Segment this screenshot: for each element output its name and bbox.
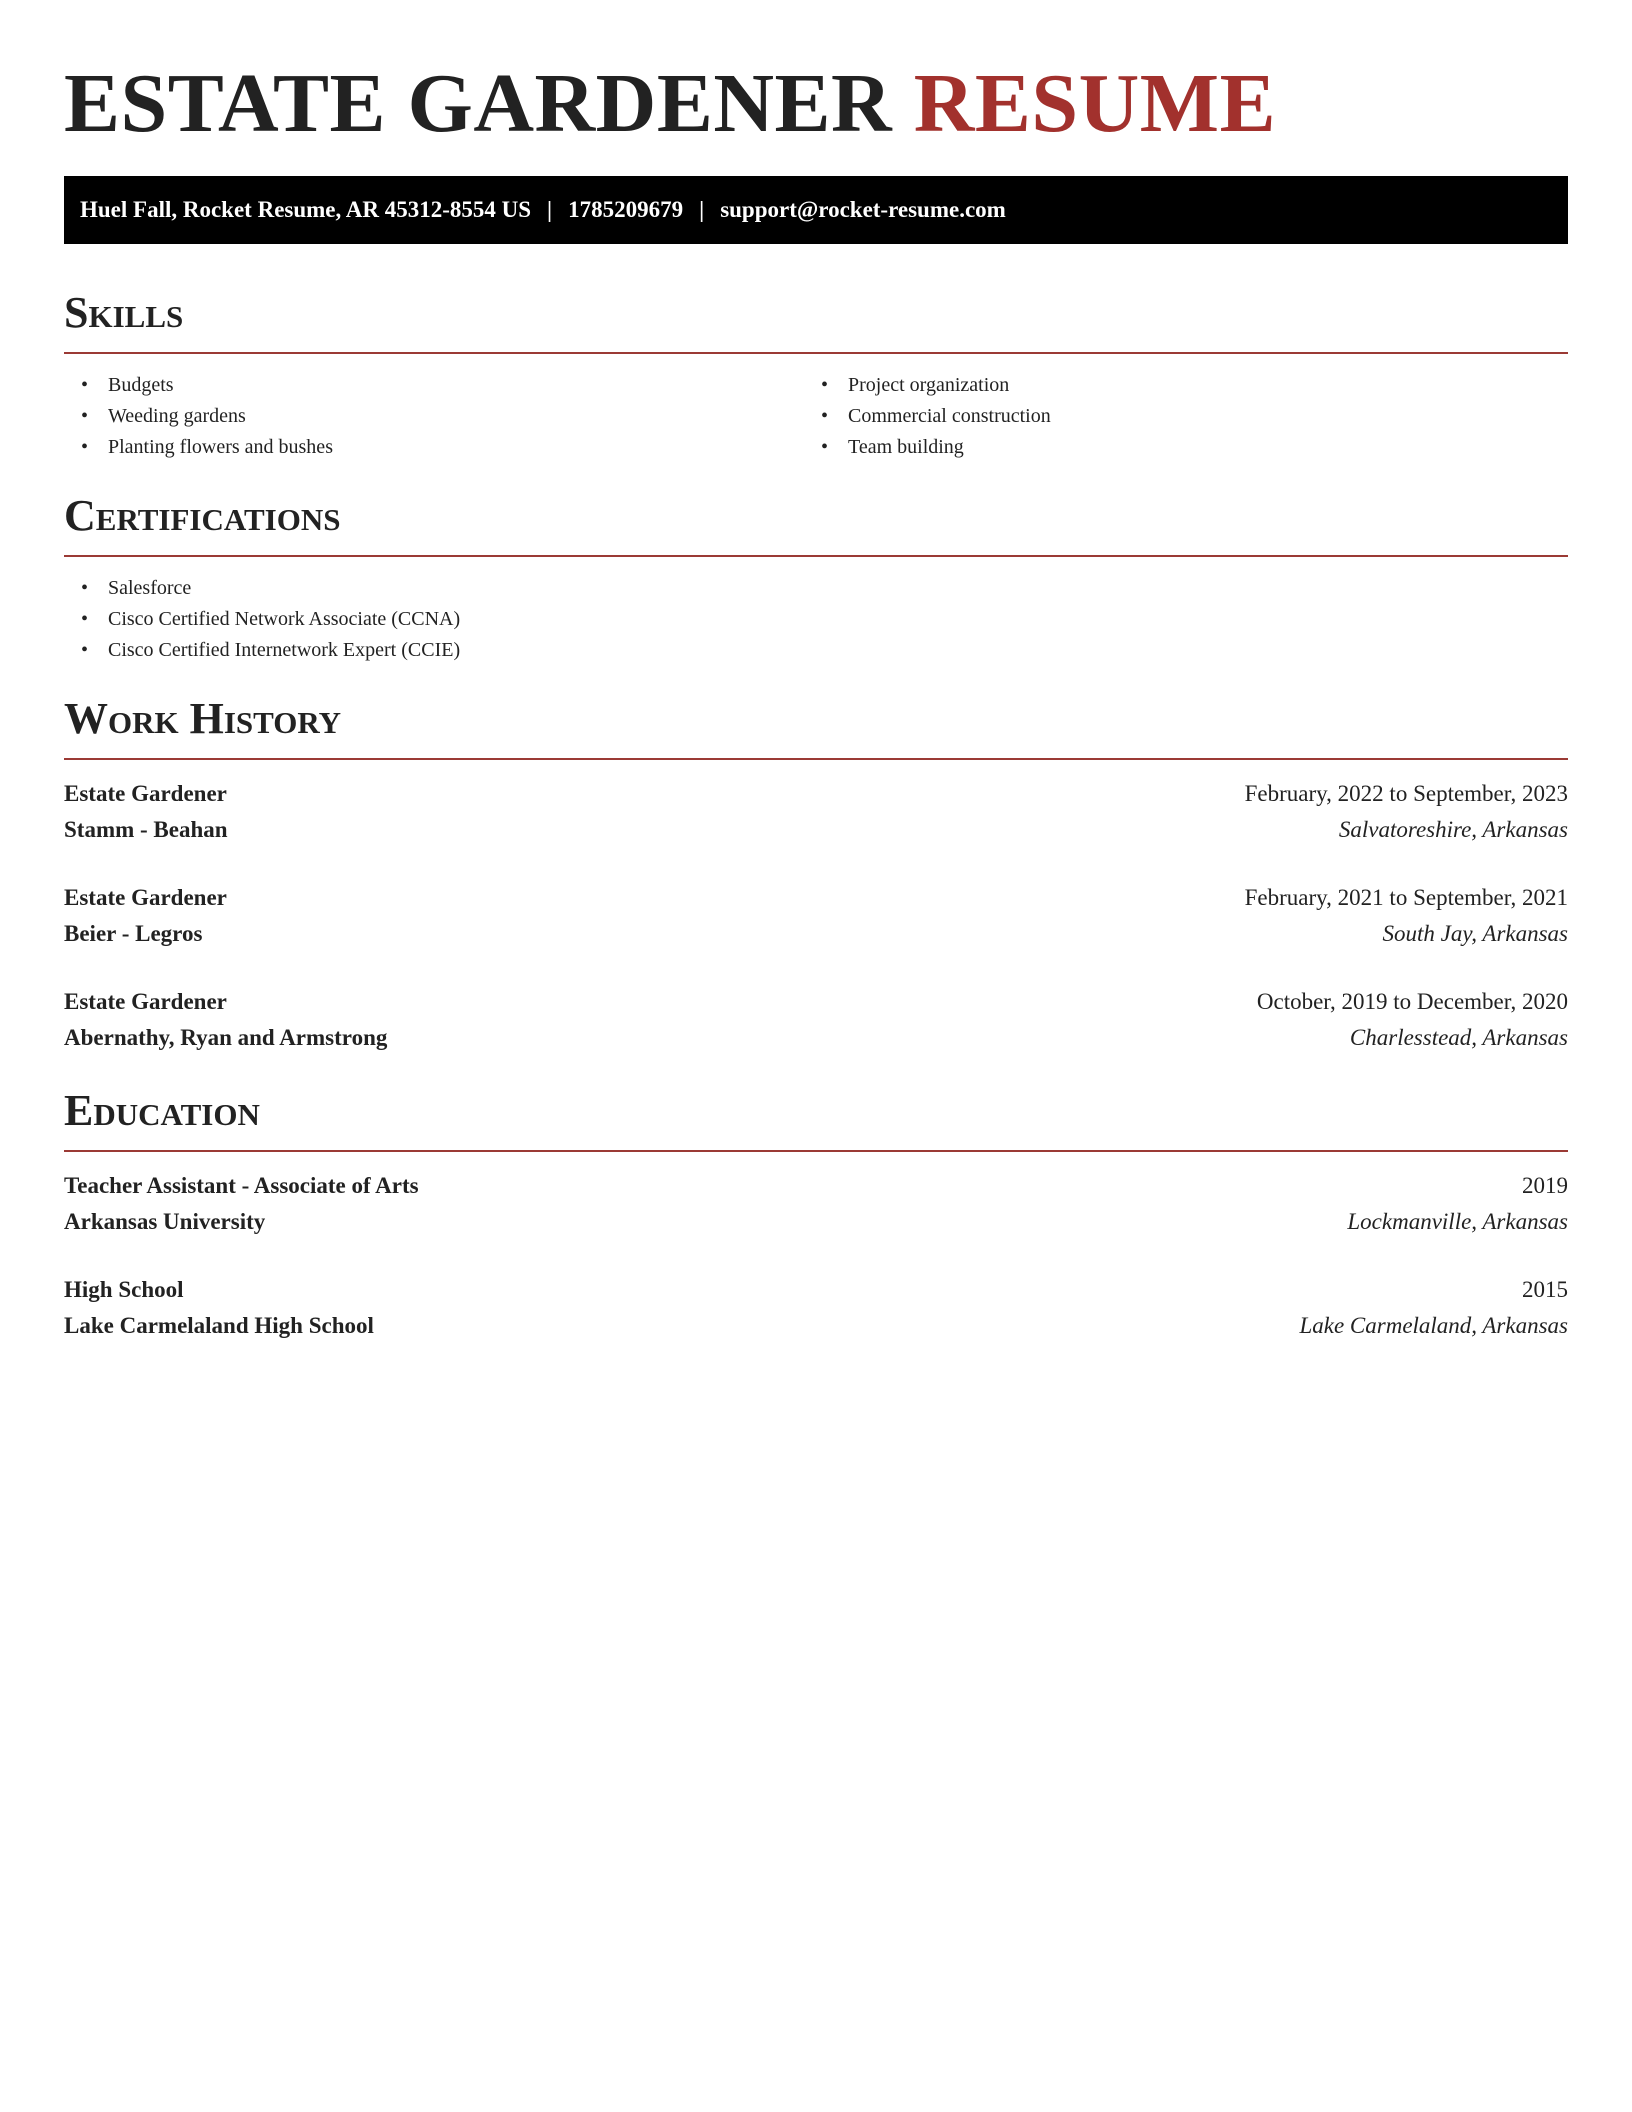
job-company: Stamm - Beahan bbox=[64, 817, 228, 842]
certification-item: • Cisco Certified Internetwork Expert (CCIE) bbox=[64, 635, 1568, 666]
skills-section bbox=[64, 288, 1568, 463]
skill-item: • Project organization bbox=[804, 370, 1544, 401]
contact-bar bbox=[64, 176, 1568, 244]
certifications-section bbox=[64, 491, 1568, 666]
job-entry bbox=[64, 880, 1568, 952]
job-entry bbox=[64, 984, 1568, 1056]
bullet-icon: • bbox=[81, 436, 89, 458]
education-entry bbox=[64, 1168, 1568, 1240]
bullet-icon: • bbox=[81, 639, 89, 661]
education-entry bbox=[64, 1272, 1568, 1344]
education-year: 2019 bbox=[1522, 1173, 1568, 1198]
contact-phone: 1785209679 bbox=[568, 197, 684, 222]
education-year: 2015 bbox=[1522, 1277, 1568, 1302]
job-entry bbox=[64, 776, 1568, 848]
contact-email: support@rocket-resume.com bbox=[720, 197, 1006, 222]
education-school: Lake Carmelaland High School bbox=[64, 1313, 374, 1338]
section-title-education: Education bbox=[64, 1086, 260, 1135]
education-degree: Teacher Assistant - Associate of Arts bbox=[64, 1173, 419, 1198]
education-location: Lockmanville, Arkansas bbox=[1347, 1209, 1568, 1234]
work-history-list bbox=[64, 776, 1568, 1056]
skill-item: • Budgets bbox=[64, 370, 804, 401]
contact-address: Huel Fall, Rocket Resume, AR 45312-8554 US bbox=[80, 197, 532, 222]
education-school: Arkansas University bbox=[64, 1209, 266, 1234]
job-location: South Jay, Arkansas bbox=[1382, 921, 1568, 946]
section-divider bbox=[64, 758, 1568, 760]
job-dates: October, 2019 to December, 2020 bbox=[1256, 989, 1568, 1014]
education-degree: High School bbox=[64, 1277, 184, 1302]
bullet-icon: • bbox=[81, 608, 89, 630]
certifications-list bbox=[64, 573, 1568, 666]
section-divider bbox=[64, 555, 1568, 557]
bullet-icon: • bbox=[821, 405, 829, 427]
certification-item: • Cisco Certified Network Associate (CCNA) bbox=[64, 604, 1568, 635]
section-divider bbox=[64, 352, 1568, 354]
resume-title bbox=[64, 56, 1568, 152]
job-dates: February, 2021 to September, 2021 bbox=[1244, 885, 1568, 910]
job-dates: February, 2022 to September, 2023 bbox=[1244, 781, 1568, 806]
contact-separator: | bbox=[699, 197, 705, 222]
job-role: Estate Gardener bbox=[64, 885, 227, 910]
skills-column-right bbox=[804, 370, 1544, 463]
section-divider bbox=[64, 1150, 1568, 1152]
job-company: Beier - Legros bbox=[64, 921, 203, 946]
education-list bbox=[64, 1168, 1568, 1344]
skills-column-left bbox=[64, 370, 804, 463]
skills-grid bbox=[64, 370, 1568, 463]
skill-item: • Commercial construction bbox=[804, 401, 1544, 432]
bullet-icon: • bbox=[81, 577, 89, 599]
education-section bbox=[64, 1086, 1568, 1344]
job-role: Estate Gardener bbox=[64, 781, 227, 806]
job-company: Abernathy, Ryan and Armstrong bbox=[64, 1025, 388, 1050]
certification-item: • Salesforce bbox=[64, 573, 1568, 604]
bullet-icon: • bbox=[821, 374, 829, 396]
section-title-certifications: Certifications bbox=[64, 491, 341, 540]
section-title-work-history: Work History bbox=[64, 694, 342, 743]
skill-item: • Weeding gardens bbox=[64, 401, 804, 432]
education-location: Lake Carmelaland, Arkansas bbox=[1299, 1313, 1568, 1338]
bullet-icon: • bbox=[81, 405, 89, 427]
bullet-icon: • bbox=[821, 436, 829, 458]
section-title-skills: Skills bbox=[64, 288, 184, 337]
job-role: Estate Gardener bbox=[64, 989, 227, 1014]
skill-item: • Planting flowers and bushes bbox=[64, 432, 804, 463]
skill-item: • Team building bbox=[804, 432, 1544, 463]
title-accent: RESUME bbox=[913, 57, 1277, 150]
contact-separator: | bbox=[547, 197, 553, 222]
work-history-section bbox=[64, 694, 1568, 1056]
title-main: ESTATE GARDENER bbox=[64, 57, 893, 150]
job-location: Charlesstead, Arkansas bbox=[1349, 1025, 1568, 1050]
bullet-icon: • bbox=[81, 374, 89, 396]
job-location: Salvatoreshire, Arkansas bbox=[1338, 817, 1568, 842]
